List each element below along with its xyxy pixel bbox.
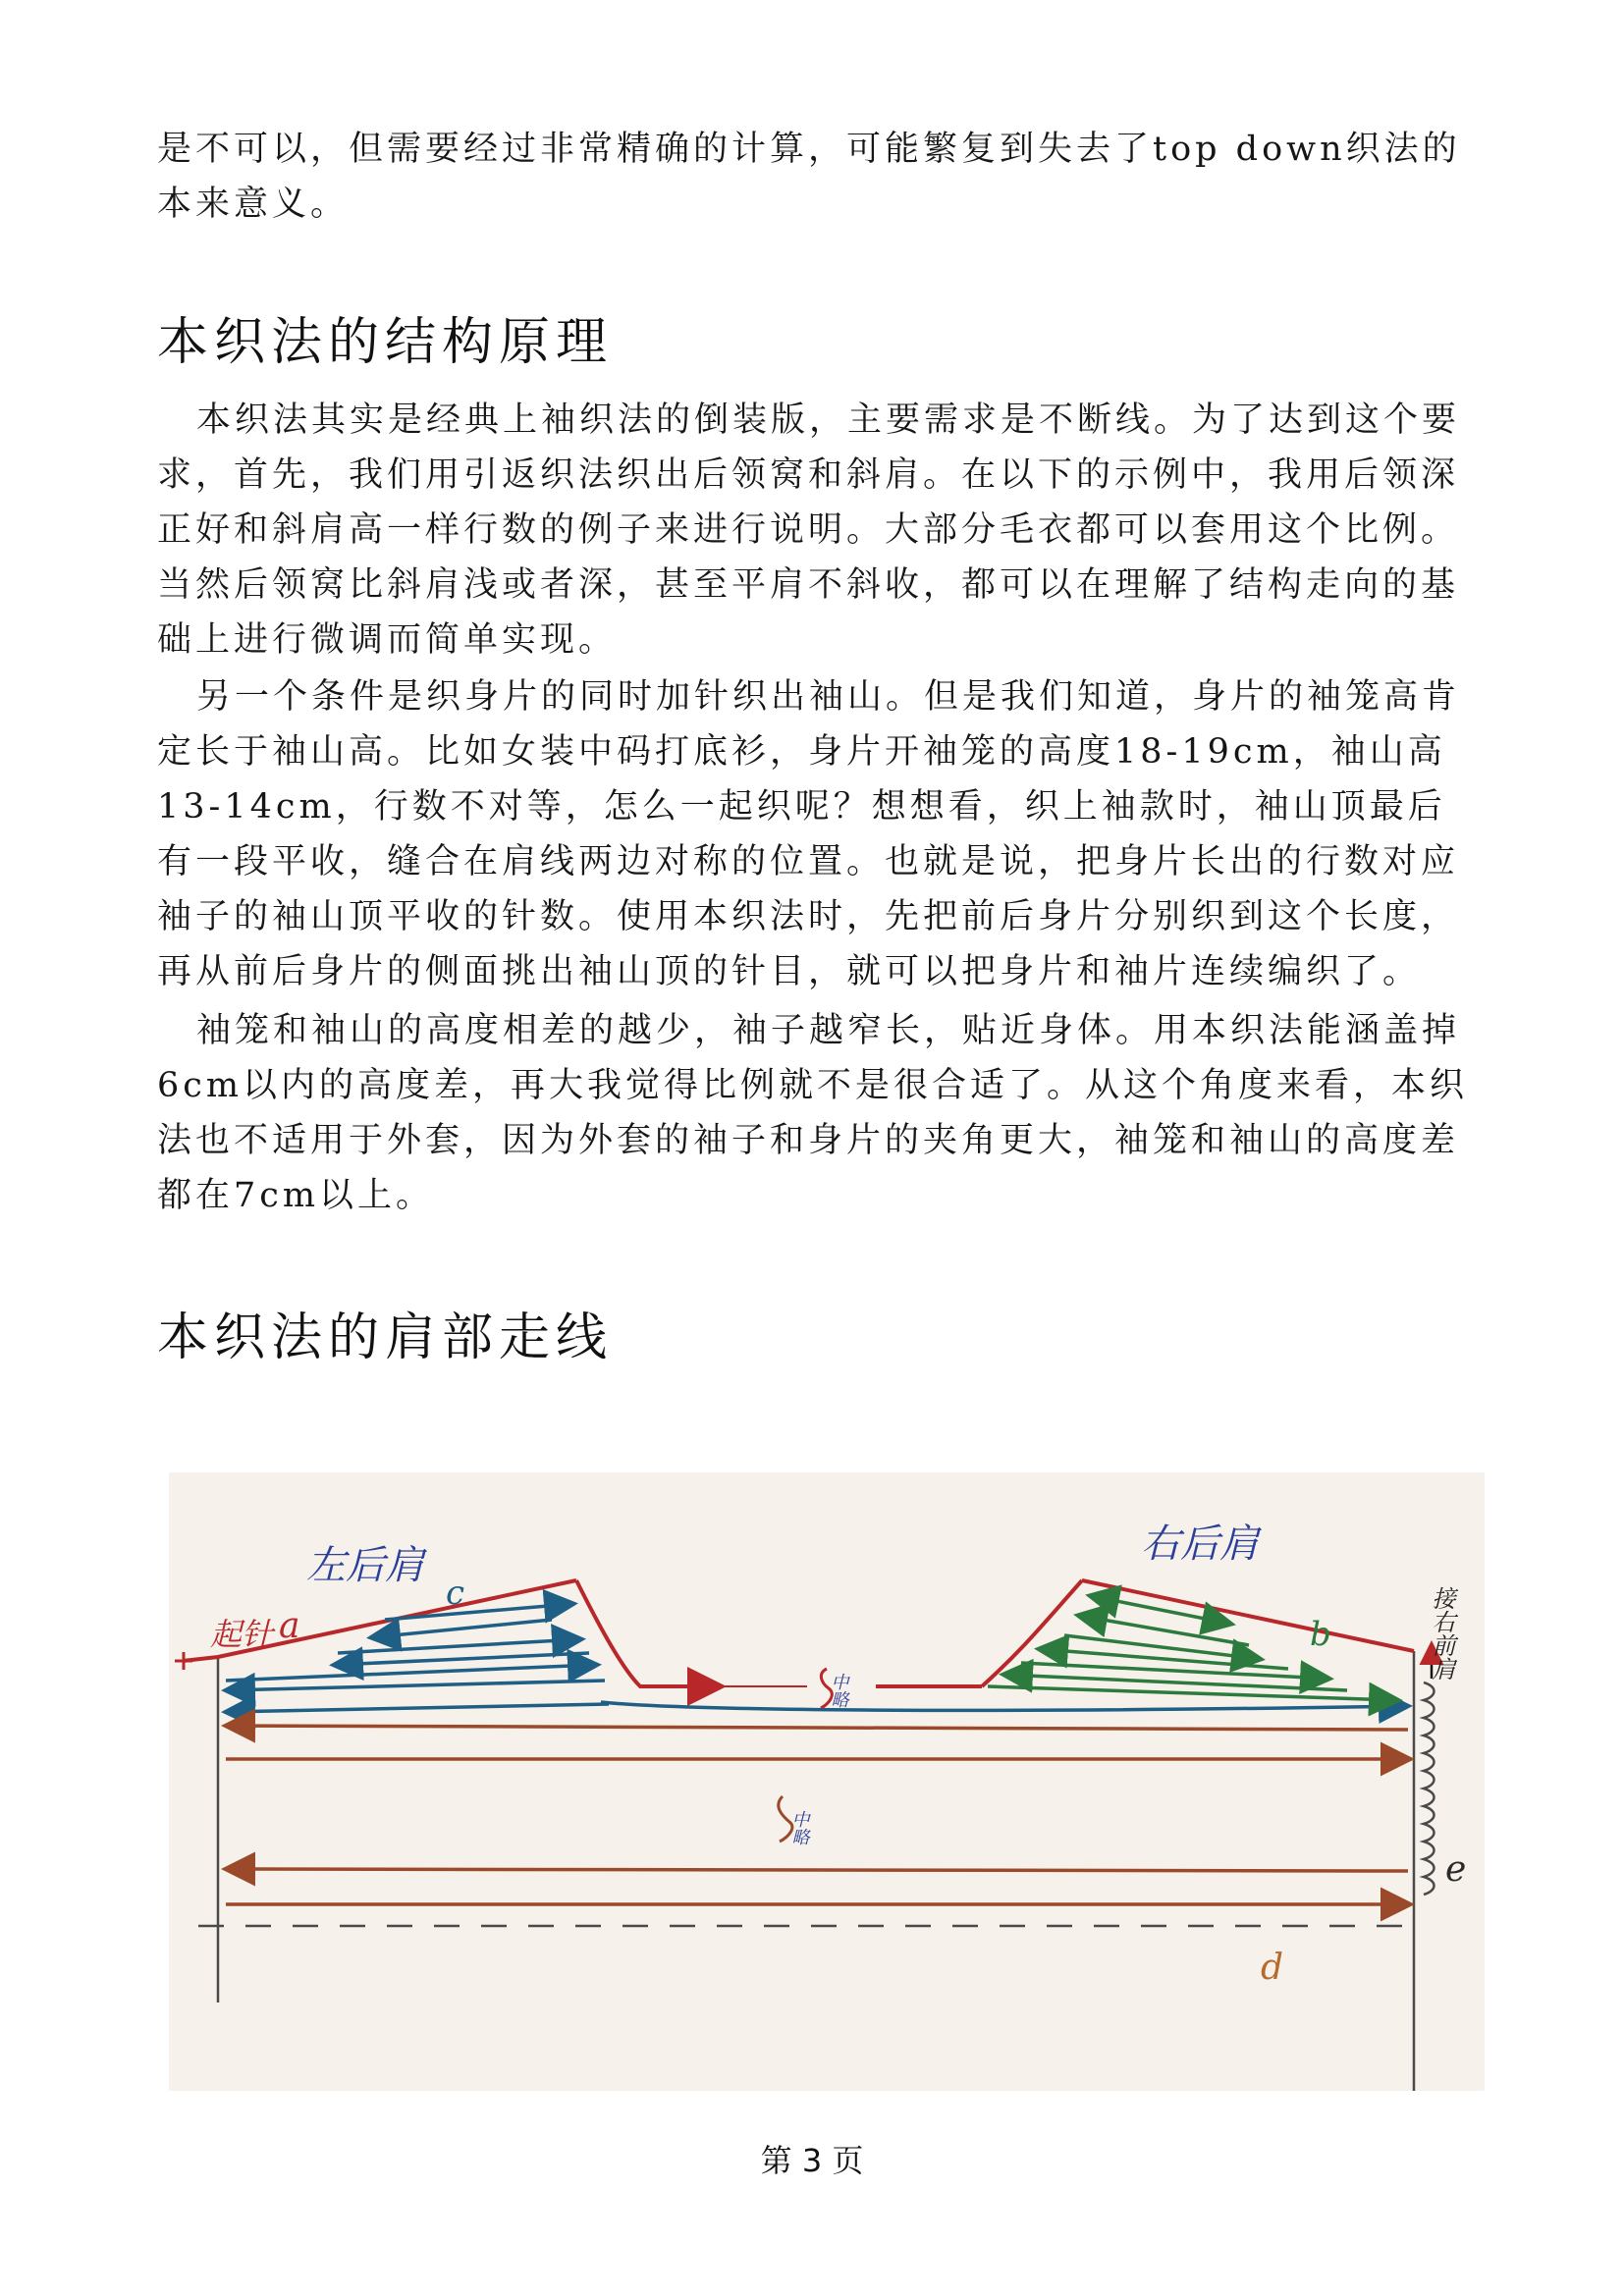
omit-label-bottom: 中略 (788, 1810, 810, 1845)
right-back-shoulder-label: 右后肩 (1141, 1522, 1259, 1567)
structure-heading: 本织法的结构原理 (157, 313, 614, 372)
right-neck-outline (982, 1580, 1082, 1686)
left-neck-outline (576, 1580, 719, 1686)
left-back-shoulder-label: 左后肩 (306, 1543, 424, 1588)
label-b: b (1310, 1615, 1331, 1654)
label-a: a (279, 1606, 300, 1646)
right-shoulder-outline (1082, 1580, 1414, 1651)
omit-label-top: 中略 (828, 1673, 849, 1708)
start-label: 起针 (210, 1616, 274, 1653)
label-e: e (1445, 1849, 1467, 1890)
structure-paragraph-1: 本织法其实是经典上袖织法的倒装版，主要需求是不断线。为了达到这个要求，首先，我们用引返织法织出后领窝和斜肩。在以下的示例中，我用后领深正好和斜肩高一样行数的例子来进行说明。大部分毛衣都可以套用这个比例。当然后领窝比斜肩浅或者深，甚至平肩不斜收，都可以在理解了结构走向的基础上进行微调而简单实现。 (157, 400, 1461, 660)
label-d: d (1261, 1948, 1284, 1988)
shoulder-heading: 本织法的肩部走线 (157, 1308, 614, 1367)
shoulder-diagram (169, 1472, 1485, 2091)
intro-paragraph: 是不可以，但需要经过非常精确的计算，可能繁复到失去了top down织法的本来意义。 (157, 130, 1461, 224)
structure-paragraph-3: 袖笼和袖山的高度相差的越少，袖子越窄长，贴近身体。用本织法能涵盖掉6cm以内的高度差，再大我觉得比例就不是很合适了。从这个角度来看，本织法也不适用于外套，因为外套的袖子和身片的夹角更大，袖笼和袖山的高度差都在7cm以上。 (157, 1011, 1469, 1215)
label-c: c (446, 1574, 465, 1613)
side-coil (1424, 1682, 1435, 1895)
page-number: 第 3 页 (760, 2142, 864, 2179)
side-label: 接右前肩 (1428, 1586, 1455, 1681)
structure-paragraph-2: 另一个条件是织身片的同时加针织出袖山。但是我们知道，身片的袖笼高肯定长于袖山高。比如女装中码打底衫，身片开袖笼的高度18-19cm，袖山高13-14cm，行数不对等，怎么一起织呢？想想看，织上袖款时，袖山顶最后有一段平收，缝合在肩线两边对称的位置。也就是说，把身片长出的行数对应袖子的袖山顶平收的针数。使用本织法时，先把前后身片分别织到这个长度，再从前后身片的侧面挑出袖山顶的针目，就可以把身片和袖片连续编织了。 (157, 677, 1461, 991)
